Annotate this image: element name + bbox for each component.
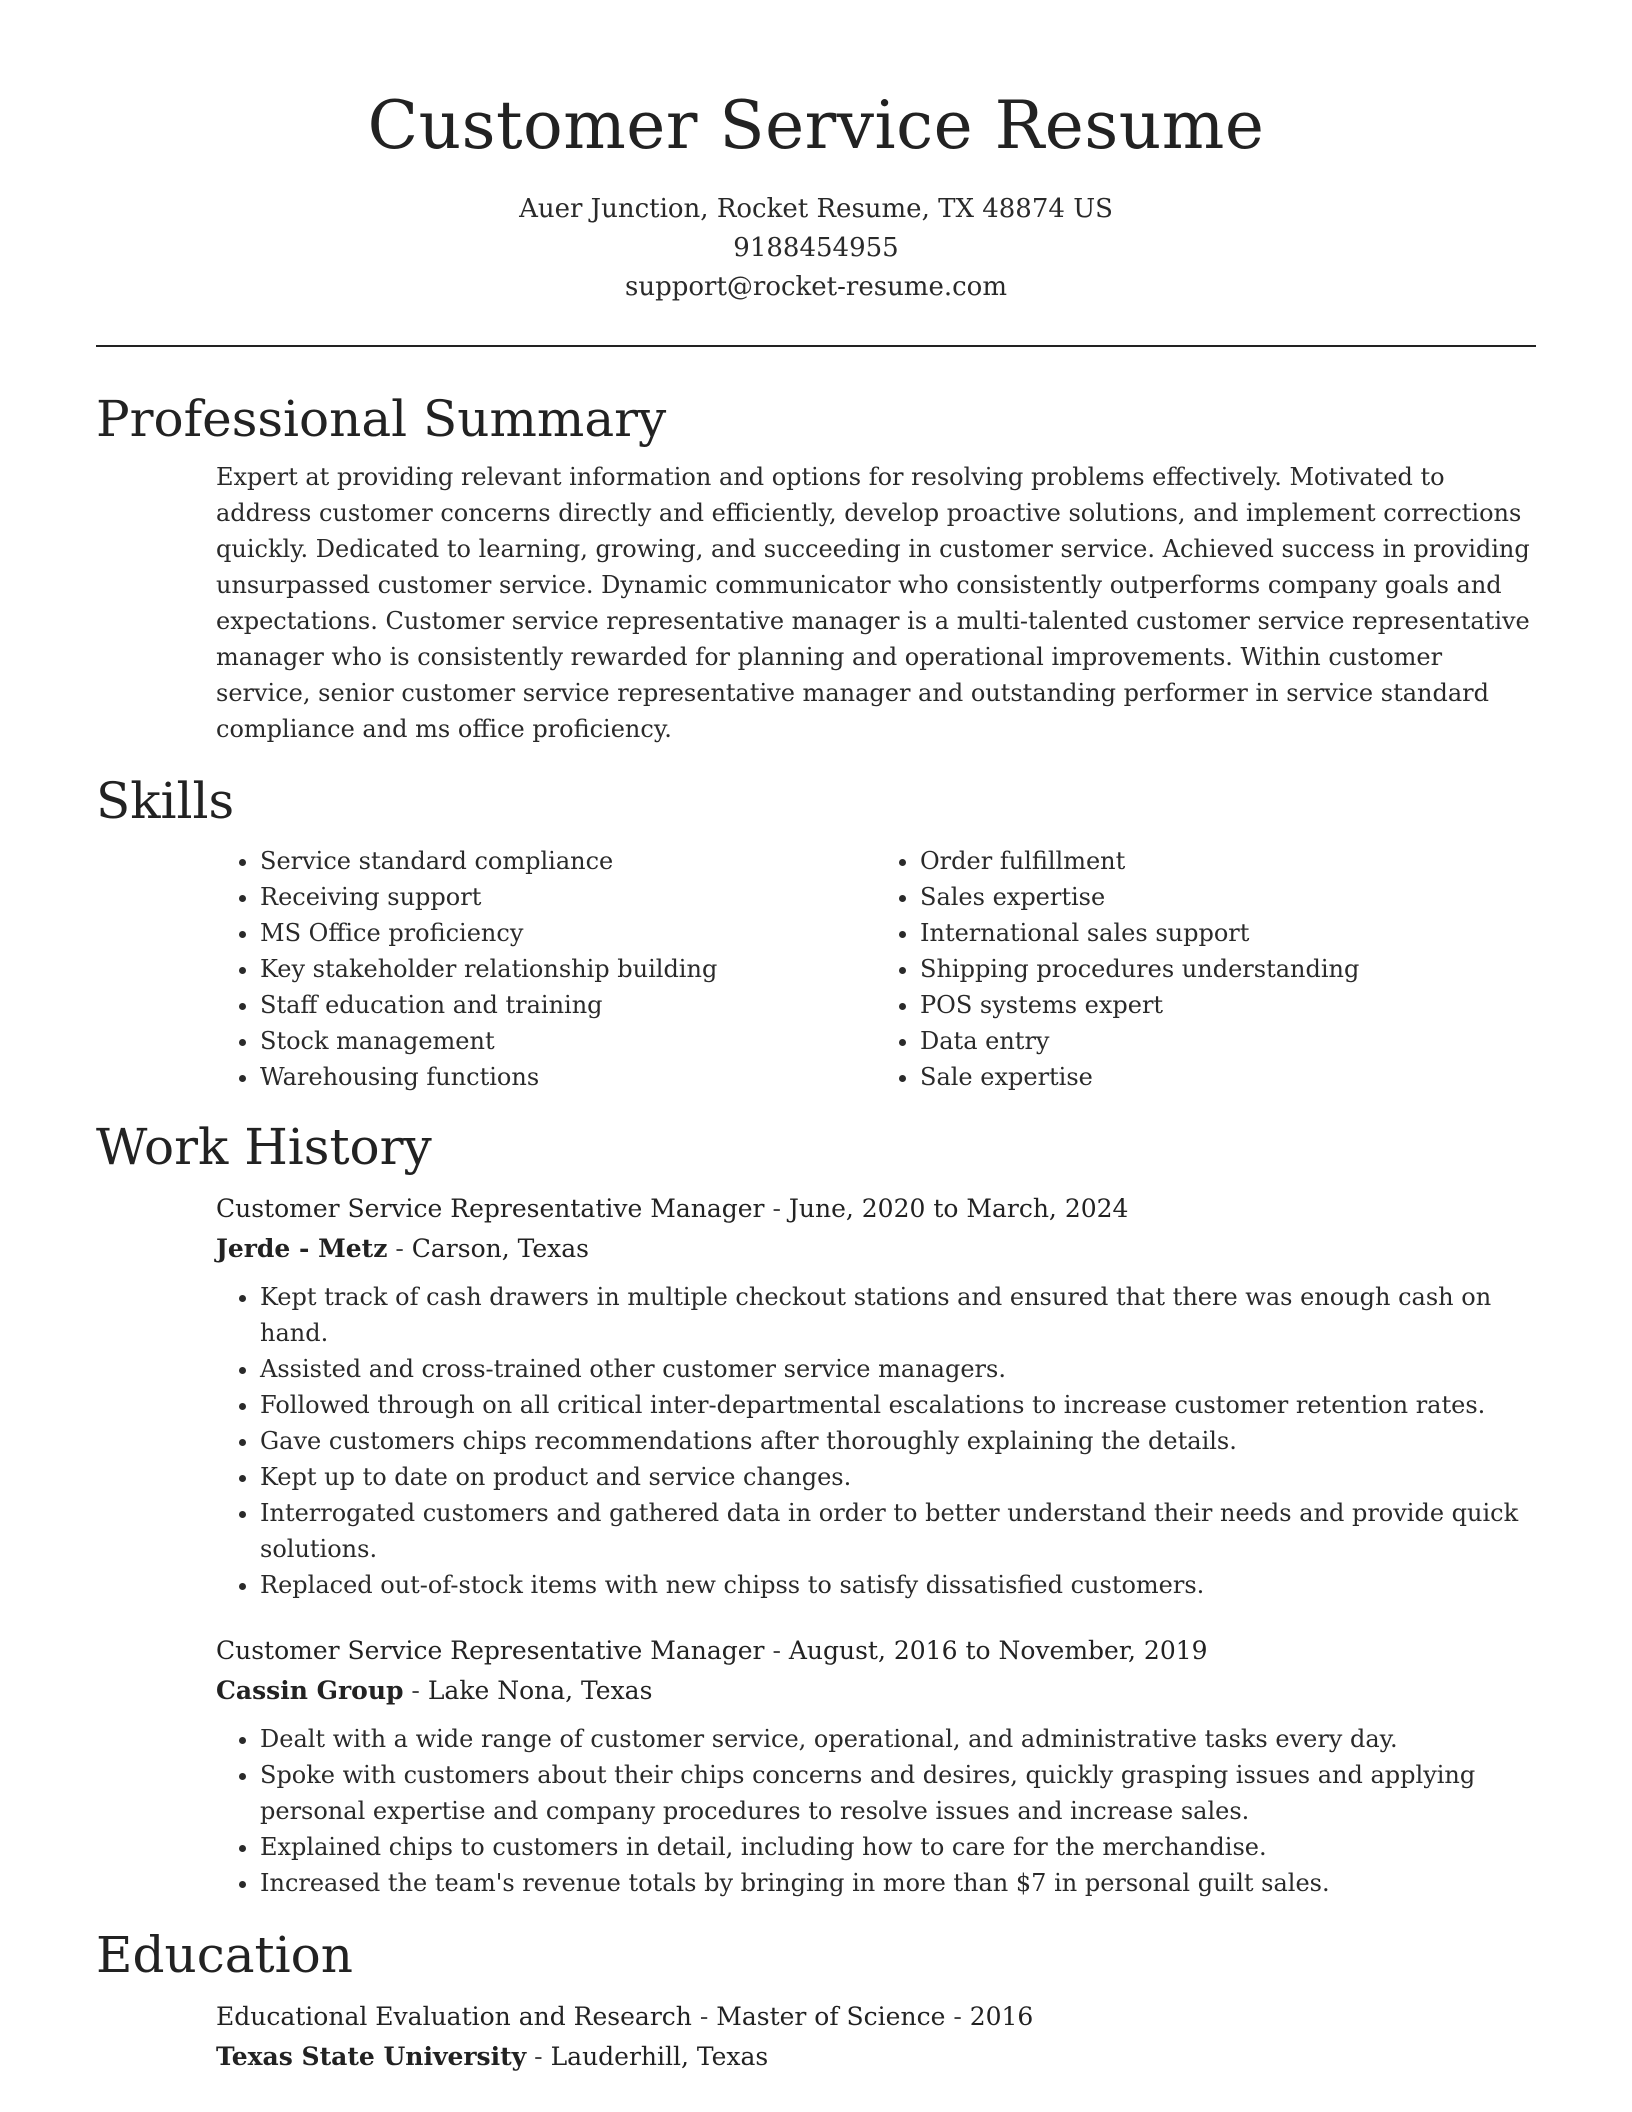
- header-divider: [96, 345, 1536, 347]
- job-bullets: [216, 1279, 1536, 1603]
- separator: -: [526, 2042, 551, 2071]
- separator: -: [403, 1676, 428, 1705]
- separator: -: [387, 1234, 412, 1263]
- skill-item: • Stock management: [260, 1023, 876, 1059]
- job-bullets: [216, 1721, 1536, 1901]
- job-entry: [216, 1189, 1536, 1603]
- section-title-skills: Skills: [96, 772, 235, 830]
- skill-item: • Receiving support: [260, 879, 876, 915]
- job-entry: [216, 1631, 1536, 1901]
- skills-column-left: [216, 843, 876, 1095]
- job-bullet: • Interrogated customers and gathered data in order to better understand their needs and provide quick solutions.: [260, 1495, 1536, 1567]
- job-title-line: [216, 1189, 1536, 1229]
- skills-section: [96, 769, 1536, 1095]
- education-degree-line: [216, 1997, 1536, 2037]
- job-location: Carson, Texas: [411, 1234, 589, 1263]
- phone: 9188454955: [733, 233, 899, 263]
- job-bullet: • Dealt with a wide range of customer service, operational, and administrative tasks every day.: [260, 1721, 1536, 1757]
- education-field: Educational Evaluation and Research: [216, 2002, 692, 2031]
- section-title-education: Education: [96, 1926, 353, 1984]
- skill-item: • Order fulfillment: [920, 843, 1536, 879]
- skill-item: • Warehousing functions: [260, 1059, 876, 1095]
- job-bullet: • Gave customers chips recommendations after thoroughly explaining the details.: [260, 1423, 1536, 1459]
- job-role: Customer Service Representative Manager: [216, 1636, 765, 1665]
- section-title-work: Work History: [96, 1118, 432, 1176]
- job-company: Jerde - Metz: [216, 1234, 388, 1263]
- resume-header: [96, 0, 1536, 307]
- section-title-summary: Professional Summary: [96, 390, 667, 448]
- job-bullet: • Increased the team's revenue totals by bringing in more than $7 in personal guilt sales.: [260, 1865, 1536, 1901]
- job-company-line: [216, 1671, 1536, 1711]
- skill-item: • Key stakeholder relationship building: [260, 951, 876, 987]
- address: Auer Junction, Rocket Resume, TX 48874 US: [519, 194, 1113, 224]
- resume-title: Customer Service Resume: [367, 87, 1265, 164]
- skills-column-right: [876, 843, 1536, 1095]
- separator: -: [764, 1636, 789, 1665]
- skill-item: • Service standard compliance: [260, 843, 876, 879]
- skill-item: • Sales expertise: [920, 879, 1536, 915]
- education-location: Lauderhill, Texas: [550, 2042, 769, 2071]
- job-dates: August, 2016 to November, 2019: [788, 1636, 1208, 1665]
- work-history-section: [96, 1115, 1536, 1901]
- professional-summary-section: [96, 387, 1536, 747]
- skill-item: • Sale expertise: [920, 1059, 1536, 1095]
- job-bullet: • Kept track of cash drawers in multiple checkout stations and ensured that there was enough cash on hand.: [260, 1279, 1536, 1351]
- separator: -: [691, 2002, 717, 2031]
- education-school: Texas State University: [216, 2042, 527, 2071]
- education-degree: Master of Science: [716, 2002, 946, 2031]
- job-bullet: • Replaced out-of-stock items with new chipss to satisfy dissatisfied customers.: [260, 1567, 1536, 1603]
- separator: -: [945, 2002, 970, 2031]
- job-company: Cassin Group: [216, 1676, 404, 1705]
- separator: -: [764, 1194, 789, 1223]
- education-year: 2016: [969, 2002, 1034, 2031]
- job-location: Lake Nona, Texas: [427, 1676, 653, 1705]
- job-title-line: [216, 1631, 1536, 1671]
- skills-grid: [216, 843, 1536, 1095]
- job-bullet: • Followed through on all critical inter-departmental escalations to increase customer retention rates.: [260, 1387, 1536, 1423]
- skill-item: • Shipping procedures understanding: [920, 951, 1536, 987]
- job-company-line: [216, 1229, 1536, 1269]
- email: support@rocket-resume.com: [624, 272, 1007, 302]
- skill-item: • Staff education and training: [260, 987, 876, 1023]
- job-dates: June, 2020 to March, 2024: [788, 1194, 1129, 1223]
- job-role: Customer Service Representative Manager: [216, 1194, 765, 1223]
- skill-item: • MS Office proficiency: [260, 915, 876, 951]
- skill-item: • International sales support: [920, 915, 1536, 951]
- skill-item: • Data entry: [920, 1023, 1536, 1059]
- job-bullet: • Kept up to date on product and service changes.: [260, 1459, 1536, 1495]
- education-entry: [216, 1997, 1536, 2077]
- education-section: [96, 1923, 1536, 2077]
- job-bullet: • Spoke with customers about their chips concerns and desires, quickly grasping issues and applying personal expertise and company procedures to resolve issues and increase sales.: [260, 1757, 1536, 1829]
- education-school-line: [216, 2037, 1536, 2077]
- job-bullet: • Assisted and cross-trained other customer service managers.: [260, 1351, 1536, 1387]
- skill-item: • POS systems expert: [920, 987, 1536, 1023]
- contact-info: [96, 190, 1536, 307]
- summary-text: Expert at providing relevant information and options for resolving problems effectively. Motivated to address customer concerns directly and efficiently, develop proactive solutions, and implement corrections quickly. Dedicated to learning, growing, and succeeding in customer service. Achieved success in providing unsurpassed customer service. Dynamic communicator who consistently outperforms company goals and expectations. Customer service representative manager is a multi-talented customer service representative manager who is consistently rewarded for planning and operational improvements. Within customer service, senior customer service representative manager and outstanding performer in service standard compliance and ms office proficiency.: [216, 463, 1530, 743]
- job-bullet: • Explained chips to customers in detail, including how to care for the merchandise.: [260, 1829, 1536, 1865]
